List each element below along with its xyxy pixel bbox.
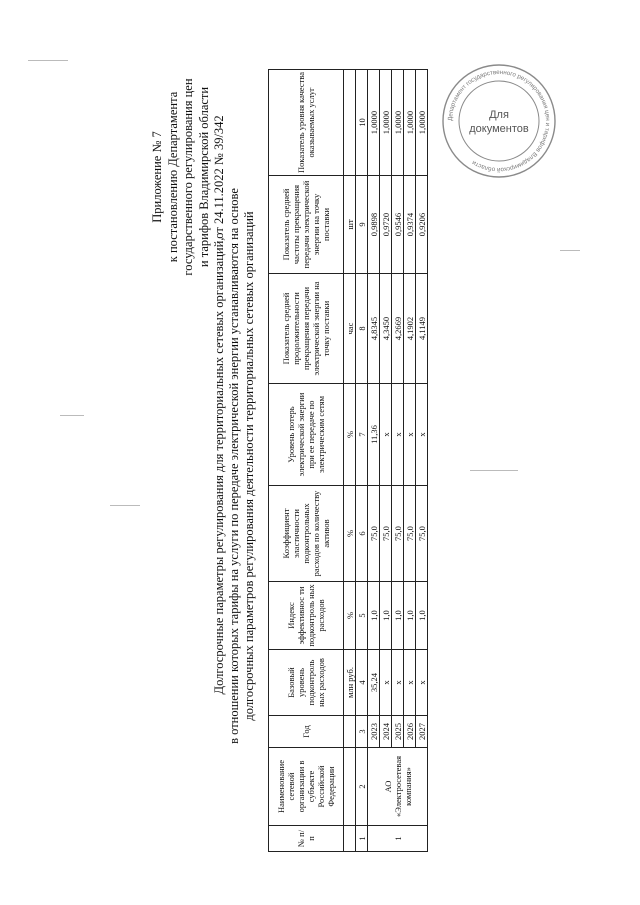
header-cell: Показатель уровня качества оказываемых услуг — [269, 70, 344, 176]
table-cell: 75,0 — [416, 486, 428, 582]
table-cell: 75,0 — [380, 486, 392, 582]
table-cell: х — [392, 384, 404, 486]
table-cell: 35,24 — [368, 650, 380, 716]
appendix-line: к постановлению Департамента — [165, 91, 180, 263]
unit-cell: шт — [344, 176, 356, 274]
stamp-center-text: Для — [489, 109, 509, 121]
column-number: 8 — [356, 274, 368, 384]
table-cell: 1,0 — [380, 582, 392, 650]
header-cell: Показатель средней продолжительности прекращения передачи электрической энергии на точку поставки — [269, 274, 344, 384]
unit-cell — [344, 748, 356, 826]
document-title — [212, 160, 257, 772]
table-cell: 4,1149 — [416, 274, 428, 384]
column-number: 1 — [356, 826, 368, 852]
unit-cell — [344, 70, 356, 176]
header-cell: Индекс эффективнос ти подконтроль ных расходов — [269, 582, 344, 650]
column-number: 3 — [356, 716, 368, 748]
table-cell: 1,0000 — [380, 70, 392, 176]
table-cell: 1,0 — [368, 582, 380, 650]
table-cell: 2027 — [416, 716, 428, 748]
appendix-line: Приложение № 7 — [150, 131, 164, 223]
title-line: Долгосрочные параметры регулирования для территориальных сетевых организаций, — [212, 237, 226, 695]
stamp-center-text: документов — [469, 123, 529, 135]
table-row — [380, 70, 392, 852]
official-stamp — [440, 62, 558, 180]
table-cell: 1,0 — [404, 582, 416, 650]
unit-cell — [344, 716, 356, 748]
title-line: долгосрочных параметров регулирования деятельности территориальных сетевых организаций — [242, 211, 256, 721]
column-number: 9 — [356, 176, 368, 274]
column-number: 2 — [356, 748, 368, 826]
column-number: 6 — [356, 486, 368, 582]
table-cell: 2023 — [368, 716, 380, 748]
header-cell: Наименование сетевой организации в субъекте Российской Федерации — [269, 748, 344, 826]
header-cell: Уровень потерь электрической энергии при ее передаче по электрическим сетям — [269, 384, 344, 486]
table-column-numbers-row — [356, 70, 368, 852]
rotated-content — [150, 50, 427, 892]
table-cell: 75,0 — [404, 486, 416, 582]
table-cell: х — [404, 384, 416, 486]
table-cell: 2025 — [392, 716, 404, 748]
appendix-line: государственного регулирования цен — [181, 78, 195, 276]
header-cell: Год — [269, 716, 344, 748]
table-header-row — [269, 70, 344, 852]
unit-cell: % — [344, 486, 356, 582]
title-line: в отношении которых тарифы на услуги по передаче электрической энергии устанавливаются на основе — [227, 188, 241, 744]
unit-cell: % — [344, 582, 356, 650]
table-cell: 0,9206 — [416, 176, 428, 274]
table-row — [416, 70, 428, 852]
table-cell: х — [416, 650, 428, 716]
table-cell: 1,0000 — [404, 70, 416, 176]
table-row — [392, 70, 404, 852]
table-cell: 4,1902 — [404, 274, 416, 384]
table-row — [404, 70, 416, 852]
parameters-table — [268, 69, 428, 852]
table-units-row — [344, 70, 356, 852]
table-cell: 1,0000 — [368, 70, 380, 176]
stamp-ring-text: Департамент государственного регулирования цен и тарифов Владимирской области — [446, 68, 552, 174]
table-cell: 1,0000 — [392, 70, 404, 176]
unit-cell: млн руб. — [344, 650, 356, 716]
table-cell: 4,8345 — [368, 274, 380, 384]
header-cell: Коэффициент эластичности подконтрольных расходов по количеству активов — [269, 486, 344, 582]
appendix-line: и тарифов Владимирской области — [196, 86, 211, 268]
table-row — [368, 70, 380, 852]
stamp-seal — [440, 62, 558, 180]
header-cell: Базовый уровень подконтроль ных расходов — [269, 650, 344, 716]
table-cell: 0,9546 — [392, 176, 404, 274]
table-cell: 4,2669 — [392, 274, 404, 384]
table-cell: 0,9898 — [368, 176, 380, 274]
column-number: 7 — [356, 384, 368, 486]
table-cell: 75,0 — [392, 486, 404, 582]
table-cell: 1,0000 — [416, 70, 428, 176]
scan-noise — [110, 505, 140, 506]
table-cell: х — [392, 650, 404, 716]
column-number: 5 — [356, 582, 368, 650]
table-cell: 2026 — [404, 716, 416, 748]
row-number-cell: 1 — [368, 826, 428, 852]
table-cell: 0,9720 — [380, 176, 392, 274]
scan-noise — [60, 415, 84, 416]
scan-noise — [560, 250, 580, 251]
column-number: 4 — [356, 650, 368, 716]
unit-cell — [344, 826, 356, 852]
unit-cell: час — [344, 274, 356, 384]
unit-cell: % — [344, 384, 356, 486]
table-cell: х — [404, 650, 416, 716]
table-cell: 0,9374 — [404, 176, 416, 274]
scan-noise — [470, 470, 518, 471]
scan-noise — [28, 60, 68, 61]
header-cell: № п/п — [269, 826, 344, 852]
table-cell: 2024 — [380, 716, 392, 748]
appendix-line: от 24.11.2022 № 39/342 — [212, 115, 226, 239]
table-cell: 1,0 — [392, 582, 404, 650]
table-cell: х — [380, 384, 392, 486]
header-cell: Показатель средней частоты прекращения передачи электрической энергии на точку поставки — [269, 176, 344, 274]
table-cell: х — [416, 384, 428, 486]
table-cell: 1,0 — [416, 582, 428, 650]
table-cell: 4,3450 — [380, 274, 392, 384]
table-cell: х — [380, 650, 392, 716]
table-cell: 75,0 — [368, 486, 380, 582]
column-number: 10 — [356, 70, 368, 176]
organization-name-cell: АО «Электросетевая компания» — [368, 748, 428, 826]
table-cell: 11,36 — [368, 384, 380, 486]
